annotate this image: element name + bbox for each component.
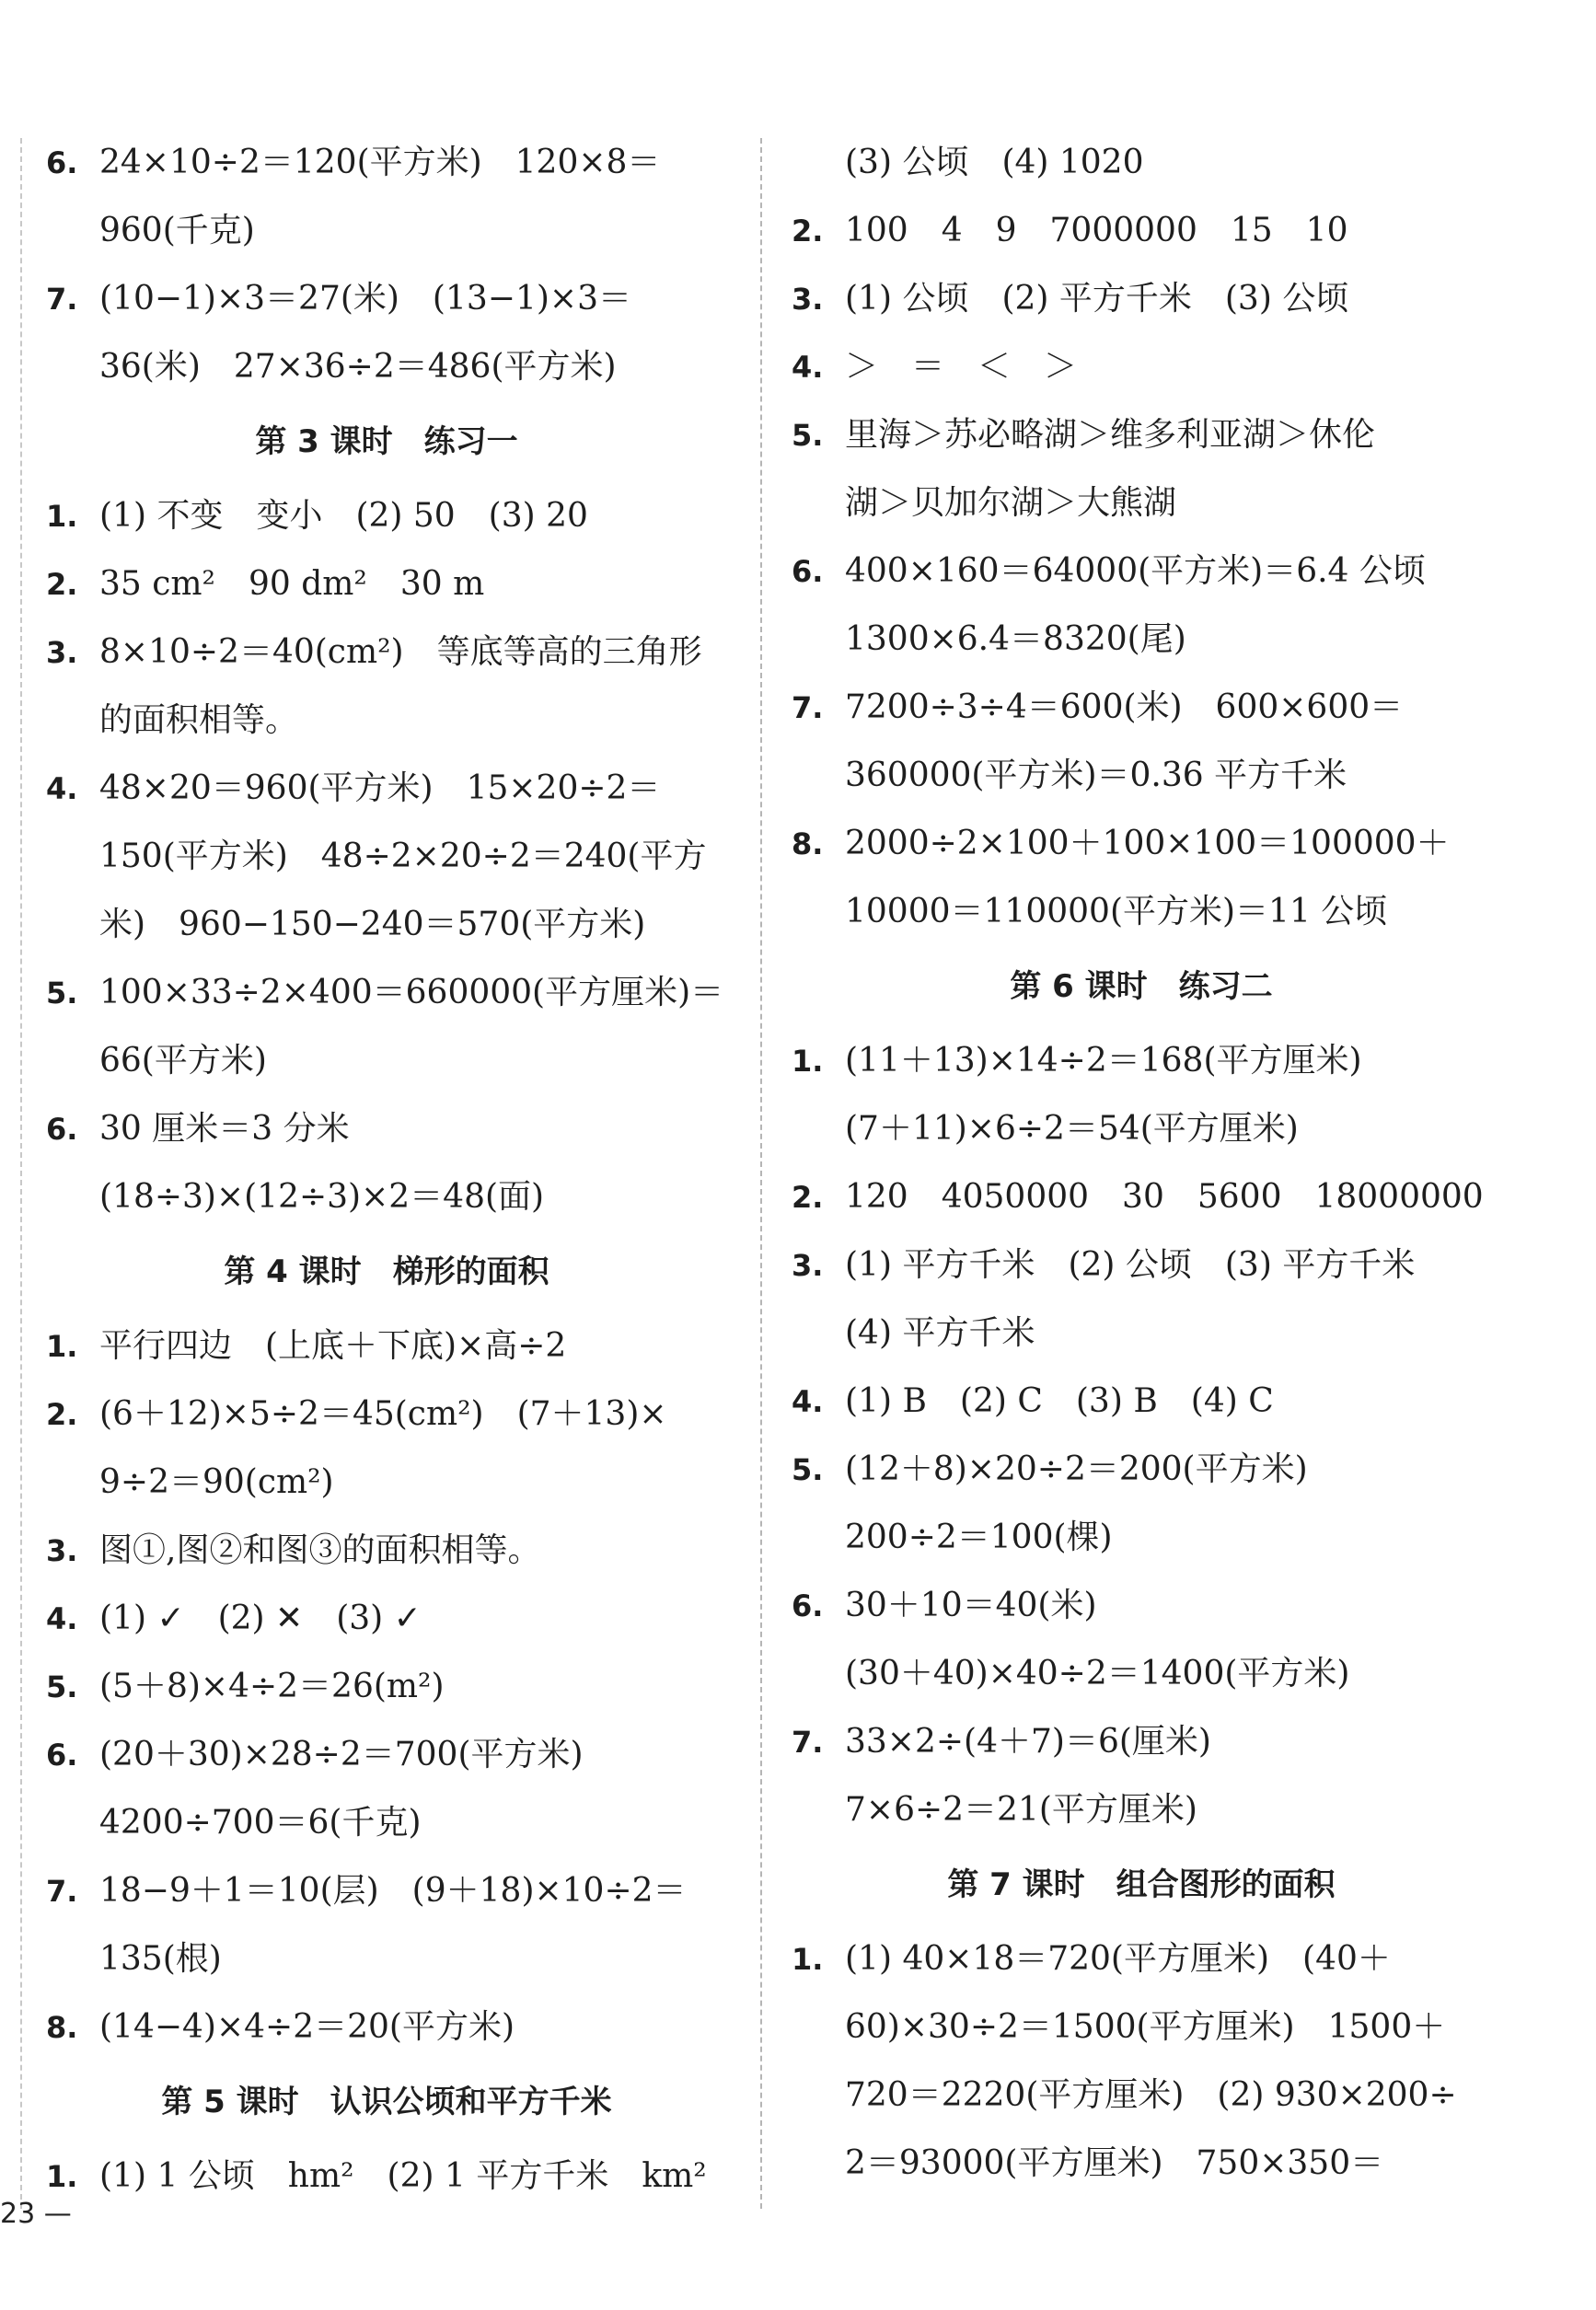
answer-line: (1) 不变 变小 (2) 50 (3) 20: [99, 497, 588, 535]
answer-line: 平行四边 (上底＋下底)×高÷2: [99, 1327, 567, 1365]
answer-item: [46, 959, 727, 1095]
answer-item: [46, 1585, 727, 1653]
item-number: 6.: [46, 1738, 78, 1773]
answer-item: [46, 1993, 727, 2062]
item-number: 4.: [46, 771, 78, 806]
answer-item: [46, 755, 727, 959]
answer-line: 30 厘米＝3 分米: [99, 1110, 350, 1148]
answer-item: [792, 129, 1491, 197]
answer-line: 4200÷700＝6(千克): [99, 1804, 422, 1842]
item-number: 7.: [46, 1874, 78, 1909]
section-heading: 第 6 课时 练习二: [1010, 968, 1273, 1005]
answer-line: 720＝2220(平方厘米) (2) 930×200÷: [845, 2076, 1457, 2114]
answer-line: 18−9＋1＝10(层) (9＋18)×10÷2＝: [99, 1872, 687, 1910]
item-number: 8.: [46, 2010, 78, 2045]
item-number: 4.: [792, 1384, 824, 1419]
answer-line: 200÷2＝100(棵): [845, 1519, 1113, 1556]
answer-item: [792, 1436, 1491, 1572]
item-number: 6.: [792, 1588, 824, 1623]
answer-line: 里海＞苏必略湖＞维多利亚湖＞休伦: [845, 416, 1376, 454]
answer-item: [792, 333, 1491, 401]
answer-line: 35 cm² 90 dm² 30 m: [99, 565, 485, 603]
answer-item: [46, 1517, 727, 1585]
answer-line: (7＋11)×6÷2＝54(平方厘米): [845, 1110, 1299, 1148]
item-number: 4.: [46, 1601, 78, 1636]
answer-line: 7×6÷2＝21(平方厘米): [845, 1791, 1197, 1829]
answer-line: 7200÷3÷4＝600(米) 600×600＝: [845, 688, 1404, 726]
item-number: 3.: [792, 282, 824, 317]
answer-line: 图①,图②和图③的面积相等。: [99, 1531, 541, 1569]
answer-item: [46, 129, 727, 265]
answer-line: 100 4 9 7000000 15 10: [845, 212, 1348, 249]
item-number: 1.: [46, 2159, 78, 2194]
answer-item: [792, 1231, 1491, 1368]
answer-item: [46, 618, 727, 755]
answer-item: [792, 401, 1491, 537]
item-number: 5.: [792, 1452, 824, 1487]
item-number: 6.: [46, 145, 78, 180]
answer-line: 33×2÷(4＋7)＝6(厘米): [845, 1723, 1211, 1761]
answer-item: [792, 1027, 1491, 1163]
answer-line: 360000(平方米)＝0.36 平方千米: [845, 757, 1347, 794]
margin-dashed-line: [20, 138, 22, 2209]
answer-line: (1) B (2) C (3) B (4) C: [845, 1382, 1274, 1420]
answer-line: (1) 平方千米 (2) 公顷 (3) 平方千米: [845, 1246, 1416, 1284]
answer-line: 8×10÷2＝40(cm²) 等底等高的三角形: [99, 633, 702, 671]
answer-line: (10−1)×3＝27(米) (13−1)×3＝: [99, 280, 631, 318]
item-number: 5.: [792, 418, 824, 453]
answer-line: 24×10÷2＝120(平方米) 120×8＝: [99, 144, 661, 181]
answer-line: (1) 1 公顷 hm² (2) 1 平方千米 km²: [99, 2157, 707, 2195]
item-number: 7.: [46, 282, 78, 317]
answer-item: [792, 1368, 1491, 1436]
answer-line: 120 4050000 30 5600 18000000: [845, 1178, 1484, 1216]
section-heading: 第 3 课时 练习一: [255, 423, 518, 460]
answer-line: 100×33÷2×400＝660000(平方厘米)＝: [99, 974, 724, 1011]
item-number: 3.: [792, 1248, 824, 1283]
answer-item: [46, 1312, 727, 1380]
item-number: 1.: [46, 1329, 78, 1364]
answer-line: (1) 公顷 (2) 平方千米 (3) 公顷: [845, 280, 1349, 318]
item-number: 2.: [46, 567, 78, 602]
answer-item: [792, 1708, 1491, 1844]
item-number: 5.: [46, 976, 78, 1011]
answer-item: [792, 537, 1491, 674]
item-number: 1.: [46, 499, 78, 534]
answer-item: [792, 1572, 1491, 1708]
answer-item: [792, 1925, 1491, 2198]
right-column: [792, 129, 1491, 2198]
answer-line: 960(千克): [99, 212, 255, 249]
answer-item: [46, 265, 727, 401]
answer-line: 的面积相等。: [99, 701, 299, 739]
answer-line: (12＋8)×20÷2＝200(平方米): [845, 1450, 1308, 1488]
answer-line: (5＋8)×4÷2＝26(m²): [99, 1668, 445, 1705]
answer-item: [46, 1653, 727, 1721]
answer-line: 30＋10＝40(米): [845, 1587, 1097, 1624]
item-number: 1.: [792, 1044, 824, 1079]
answer-item: [46, 1095, 727, 1231]
answer-line: (6＋12)×5÷2＝45(cm²) (7＋13)×: [99, 1395, 667, 1433]
item-number: 6.: [46, 1112, 78, 1147]
answer-item: [46, 550, 727, 618]
answer-line: 66(平方米): [99, 1042, 267, 1080]
answer-line: 9÷2＝90(cm²): [99, 1463, 334, 1501]
answer-line: 2＝93000(平方厘米) 750×350＝: [845, 2144, 1384, 2182]
answer-item: [46, 2143, 727, 2211]
item-number: 4.: [792, 350, 824, 385]
answer-line: (1) ✓ (2) ✕ (3) ✓: [99, 1600, 422, 1637]
answer-line: 150(平方米) 48÷2×20÷2＝240(平方: [99, 837, 707, 875]
answer-line: (1) 40×18＝720(平方厘米) (40＋: [845, 1940, 1391, 1978]
item-number: 7.: [792, 690, 824, 725]
answer-line: (30＋40)×40÷2＝1400(平方米): [845, 1655, 1350, 1692]
answer-item: [792, 810, 1491, 946]
answer-item: [46, 1721, 727, 1857]
answer-item: [792, 265, 1491, 333]
answer-line: 10000＝110000(平方米)＝11 公顷: [845, 893, 1388, 930]
answer-line: (20＋30)×28÷2＝700(平方米): [99, 1736, 584, 1773]
section-heading: 第 7 课时 组合图形的面积: [947, 1866, 1336, 1903]
section-heading: 第 4 课时 梯形的面积: [224, 1253, 549, 1290]
answer-line: 48×20＝960(平方米) 15×20÷2＝: [99, 769, 661, 807]
answer-item: [46, 482, 727, 550]
item-number: 5.: [46, 1669, 78, 1704]
answer-line: (4) 平方千米: [845, 1314, 1035, 1352]
answer-line: 400×160＝64000(平方米)＝6.4 公顷: [845, 552, 1426, 590]
item-number: 6.: [792, 554, 824, 589]
item-number: 3.: [46, 1533, 78, 1568]
item-number: 8.: [792, 826, 824, 861]
section-heading: 第 5 课时 认识公顷和平方千米: [161, 2084, 612, 2120]
answer-line: ＞ ＝ ＜ ＞: [845, 348, 1078, 386]
answer-item: [792, 197, 1491, 265]
answer-line: (14−4)×4÷2＝20(平方米): [99, 2008, 515, 2046]
answer-line: 2000÷2×100＋100×100＝100000＋: [845, 825, 1450, 862]
answer-line: 60)×30÷2＝1500(平方厘米) 1500＋: [845, 2008, 1446, 2046]
answer-line: 米) 960−150−240＝570(平方米): [99, 906, 646, 943]
answer-line: (18÷3)×(12÷3)×2＝48(面): [99, 1178, 545, 1216]
left-column: [46, 129, 727, 2211]
item-number: 1.: [792, 1942, 824, 1977]
answer-line: 36(米) 27×36÷2＝486(平方米): [99, 348, 617, 386]
column-divider: [760, 138, 762, 2209]
answer-item: [792, 1163, 1491, 1231]
answer-item: [46, 1857, 727, 1993]
answer-line: 1300×6.4＝8320(尾): [845, 620, 1186, 658]
answer-line: (3) 公顷 (4) 1020: [845, 144, 1144, 181]
answer-line: 湖＞贝加尔湖＞大熊湖: [845, 484, 1177, 522]
item-number: 2.: [792, 1180, 824, 1215]
item-number: 3.: [46, 635, 78, 670]
answer-item: [46, 1380, 727, 1517]
page-number: 23 —: [0, 2198, 72, 2230]
answer-item: [792, 674, 1491, 810]
answer-line: (11＋13)×14÷2＝168(平方厘米): [845, 1042, 1362, 1080]
item-number: 7.: [792, 1725, 824, 1760]
answer-line: 135(根): [99, 1940, 222, 1978]
item-number: 2.: [792, 214, 824, 248]
item-number: 2.: [46, 1397, 78, 1432]
